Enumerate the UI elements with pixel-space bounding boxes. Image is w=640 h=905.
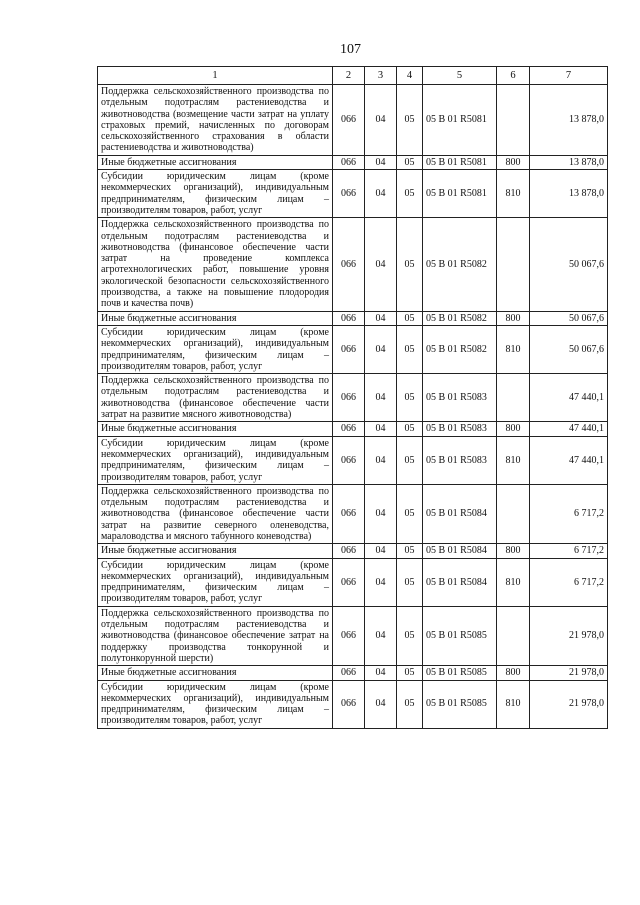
target-article-cell: 05 В 01 R5085: [423, 680, 497, 728]
amount-cell: 47 440,1: [530, 374, 608, 422]
table-row: [98, 544, 608, 558]
row-name-cell: Поддержка сельскохозяйственного производства по отдельным подотраслям растениеводства и животноводства (финансовое обеспечение части затрат на развитие северного оленеводства, мараловодства и мясного табунного коневодства): [98, 484, 333, 543]
ministry-code-cell: 066: [333, 680, 365, 728]
row-name-cell: Субсидии юридическим лицам (кроме некоммерческих организаций), индивидуальным предпринимателям, физическим лицам – производителям товаров, работ, услуг: [98, 325, 333, 373]
table-header-row: [98, 67, 608, 85]
target-article-cell: 05 В 01 R5083: [423, 374, 497, 422]
expense-type-cell: 810: [497, 325, 530, 373]
ministry-code-cell: 066: [333, 311, 365, 325]
subsection-cell: 05: [397, 436, 423, 484]
amount-cell: 6 717,2: [530, 558, 608, 606]
subsection-cell: 05: [397, 606, 423, 665]
row-name-cell: Субсидии юридическим лицам (кроме некоммерческих организаций), индивидуальным предпринимателям, физическим лицам – производителям товаров, работ, услуг: [98, 170, 333, 218]
amount-cell: 47 440,1: [530, 436, 608, 484]
target-article-cell: 05 В 01 R5084: [423, 484, 497, 543]
expense-type-cell: 810: [497, 680, 530, 728]
target-article-cell: 05 В 01 R5082: [423, 325, 497, 373]
subsection-cell: 05: [397, 680, 423, 728]
expense-type-cell: 810: [497, 170, 530, 218]
section-cell: 04: [365, 436, 397, 484]
ministry-code-cell: 066: [333, 544, 365, 558]
section-cell: 04: [365, 484, 397, 543]
target-article-cell: 05 В 01 R5082: [423, 311, 497, 325]
header-cell: 4: [397, 67, 423, 85]
section-cell: 04: [365, 666, 397, 680]
row-name-cell: Иные бюджетные ассигнования: [98, 311, 333, 325]
target-article-cell: 05 В 01 R5085: [423, 666, 497, 680]
subsection-cell: 05: [397, 155, 423, 169]
ministry-code-cell: 066: [333, 218, 365, 311]
ministry-code-cell: 066: [333, 558, 365, 606]
amount-cell: 6 717,2: [530, 484, 608, 543]
row-name-cell: Иные бюджетные ассигнования: [98, 544, 333, 558]
amount-cell: 6 717,2: [530, 544, 608, 558]
header-cell: 6: [497, 67, 530, 85]
header-cell: 1: [98, 67, 333, 85]
table-row: [98, 666, 608, 680]
ministry-code-cell: 066: [333, 666, 365, 680]
table-row: [98, 374, 608, 422]
table-row: [98, 558, 608, 606]
target-article-cell: 05 В 01 R5082: [423, 218, 497, 311]
target-article-cell: 05 В 01 R5083: [423, 436, 497, 484]
table-row: [98, 680, 608, 728]
subsection-cell: 05: [397, 170, 423, 218]
expense-type-cell: 810: [497, 558, 530, 606]
row-name-cell: Поддержка сельскохозяйственного производства по отдельным подотраслям растениеводства и животноводства (финансовое обеспечение части затрат на проведение комплекса агротехнологических работ, повышение уровня экологической безопасности сельскохозяйственного производства, а также на повышение плодородия почв и качества почв): [98, 218, 333, 311]
amount-cell: 50 067,6: [530, 325, 608, 373]
section-cell: 04: [365, 155, 397, 169]
ministry-code-cell: 066: [333, 170, 365, 218]
table-row: [98, 436, 608, 484]
budget-table: [97, 66, 608, 729]
ministry-code-cell: 066: [333, 325, 365, 373]
subsection-cell: 05: [397, 666, 423, 680]
subsection-cell: 05: [397, 85, 423, 156]
expense-type-cell: [497, 218, 530, 311]
expense-type-cell: 800: [497, 311, 530, 325]
section-cell: 04: [365, 558, 397, 606]
target-article-cell: 05 В 01 R5081: [423, 170, 497, 218]
target-article-cell: 05 В 01 R5083: [423, 422, 497, 436]
expense-type-cell: 800: [497, 544, 530, 558]
subsection-cell: 05: [397, 311, 423, 325]
ministry-code-cell: 066: [333, 155, 365, 169]
row-name-cell: Поддержка сельскохозяйственного производства по отдельным подотраслям растениеводства и животноводства (финансовое обеспечение части затрат на развитие мясного животноводства): [98, 374, 333, 422]
expense-type-cell: [497, 85, 530, 156]
subsection-cell: 05: [397, 422, 423, 436]
target-article-cell: 05 В 01 R5081: [423, 85, 497, 156]
amount-cell: 13 878,0: [530, 155, 608, 169]
section-cell: 04: [365, 606, 397, 665]
expense-type-cell: 800: [497, 155, 530, 169]
header-cell: 2: [333, 67, 365, 85]
row-name-cell: Субсидии юридическим лицам (кроме некоммерческих организаций), индивидуальным предпринимателям, физическим лицам – производителям товаров, работ, услуг: [98, 436, 333, 484]
page-number: 107: [340, 42, 361, 57]
subsection-cell: 05: [397, 544, 423, 558]
table-row: [98, 484, 608, 543]
subsection-cell: 05: [397, 558, 423, 606]
row-name-cell: Иные бюджетные ассигнования: [98, 666, 333, 680]
section-cell: 04: [365, 218, 397, 311]
table-row: [98, 218, 608, 311]
header-cell: 3: [365, 67, 397, 85]
ministry-code-cell: 066: [333, 484, 365, 543]
section-cell: 04: [365, 85, 397, 156]
amount-cell: 13 878,0: [530, 170, 608, 218]
amount-cell: 13 878,0: [530, 85, 608, 156]
ministry-code-cell: 066: [333, 374, 365, 422]
section-cell: 04: [365, 170, 397, 218]
expense-type-cell: 810: [497, 436, 530, 484]
table-row: [98, 325, 608, 373]
expense-type-cell: 800: [497, 666, 530, 680]
target-article-cell: 05 В 01 R5081: [423, 155, 497, 169]
table-row: [98, 155, 608, 169]
table-row: [98, 170, 608, 218]
header-cell: 7: [530, 67, 608, 85]
ministry-code-cell: 066: [333, 606, 365, 665]
row-name-cell: Субсидии юридическим лицам (кроме некоммерческих организаций), индивидуальным предпринимателям, физическим лицам – производителям товаров, работ, услуг: [98, 680, 333, 728]
subsection-cell: 05: [397, 218, 423, 311]
section-cell: 04: [365, 374, 397, 422]
expense-type-cell: 800: [497, 422, 530, 436]
row-name-cell: Иные бюджетные ассигнования: [98, 155, 333, 169]
section-cell: 04: [365, 325, 397, 373]
expense-type-cell: [497, 606, 530, 665]
subsection-cell: 05: [397, 484, 423, 543]
expense-type-cell: [497, 484, 530, 543]
expense-type-cell: [497, 374, 530, 422]
subsection-cell: 05: [397, 325, 423, 373]
table-body: [98, 67, 608, 729]
section-cell: 04: [365, 311, 397, 325]
ministry-code-cell: 066: [333, 422, 365, 436]
table-row: [98, 311, 608, 325]
subsection-cell: 05: [397, 374, 423, 422]
amount-cell: 47 440,1: [530, 422, 608, 436]
amount-cell: 21 978,0: [530, 666, 608, 680]
amount-cell: 21 978,0: [530, 680, 608, 728]
amount-cell: 21 978,0: [530, 606, 608, 665]
ministry-code-cell: 066: [333, 436, 365, 484]
row-name-cell: Поддержка сельскохозяйственного производства по отдельным подотраслям растениеводства и животноводства (возмещение части затрат на уплату страховых премий, начисленных по договорам сельскохозяйственного страхования в области растениеводства и животноводства): [98, 85, 333, 156]
section-cell: 04: [365, 422, 397, 436]
section-cell: 04: [365, 544, 397, 558]
row-name-cell: Поддержка сельскохозяйственного производства по отдельным подотраслям растениеводства и животноводства (финансовое обеспечение затрат на поддержку производства тонкорунной и полутонкорунной шерсти): [98, 606, 333, 665]
section-cell: 04: [365, 680, 397, 728]
amount-cell: 50 067,6: [530, 311, 608, 325]
amount-cell: 50 067,6: [530, 218, 608, 311]
row-name-cell: Субсидии юридическим лицам (кроме некоммерческих организаций), индивидуальным предпринимателям, физическим лицам – производителям товаров, работ, услуг: [98, 558, 333, 606]
target-article-cell: 05 В 01 R5084: [423, 544, 497, 558]
target-article-cell: 05 В 01 R5085: [423, 606, 497, 665]
table-row: [98, 422, 608, 436]
target-article-cell: 05 В 01 R5084: [423, 558, 497, 606]
header-cell: 5: [423, 67, 497, 85]
table-row: [98, 85, 608, 156]
row-name-cell: Иные бюджетные ассигнования: [98, 422, 333, 436]
ministry-code-cell: 066: [333, 85, 365, 156]
table-row: [98, 606, 608, 665]
